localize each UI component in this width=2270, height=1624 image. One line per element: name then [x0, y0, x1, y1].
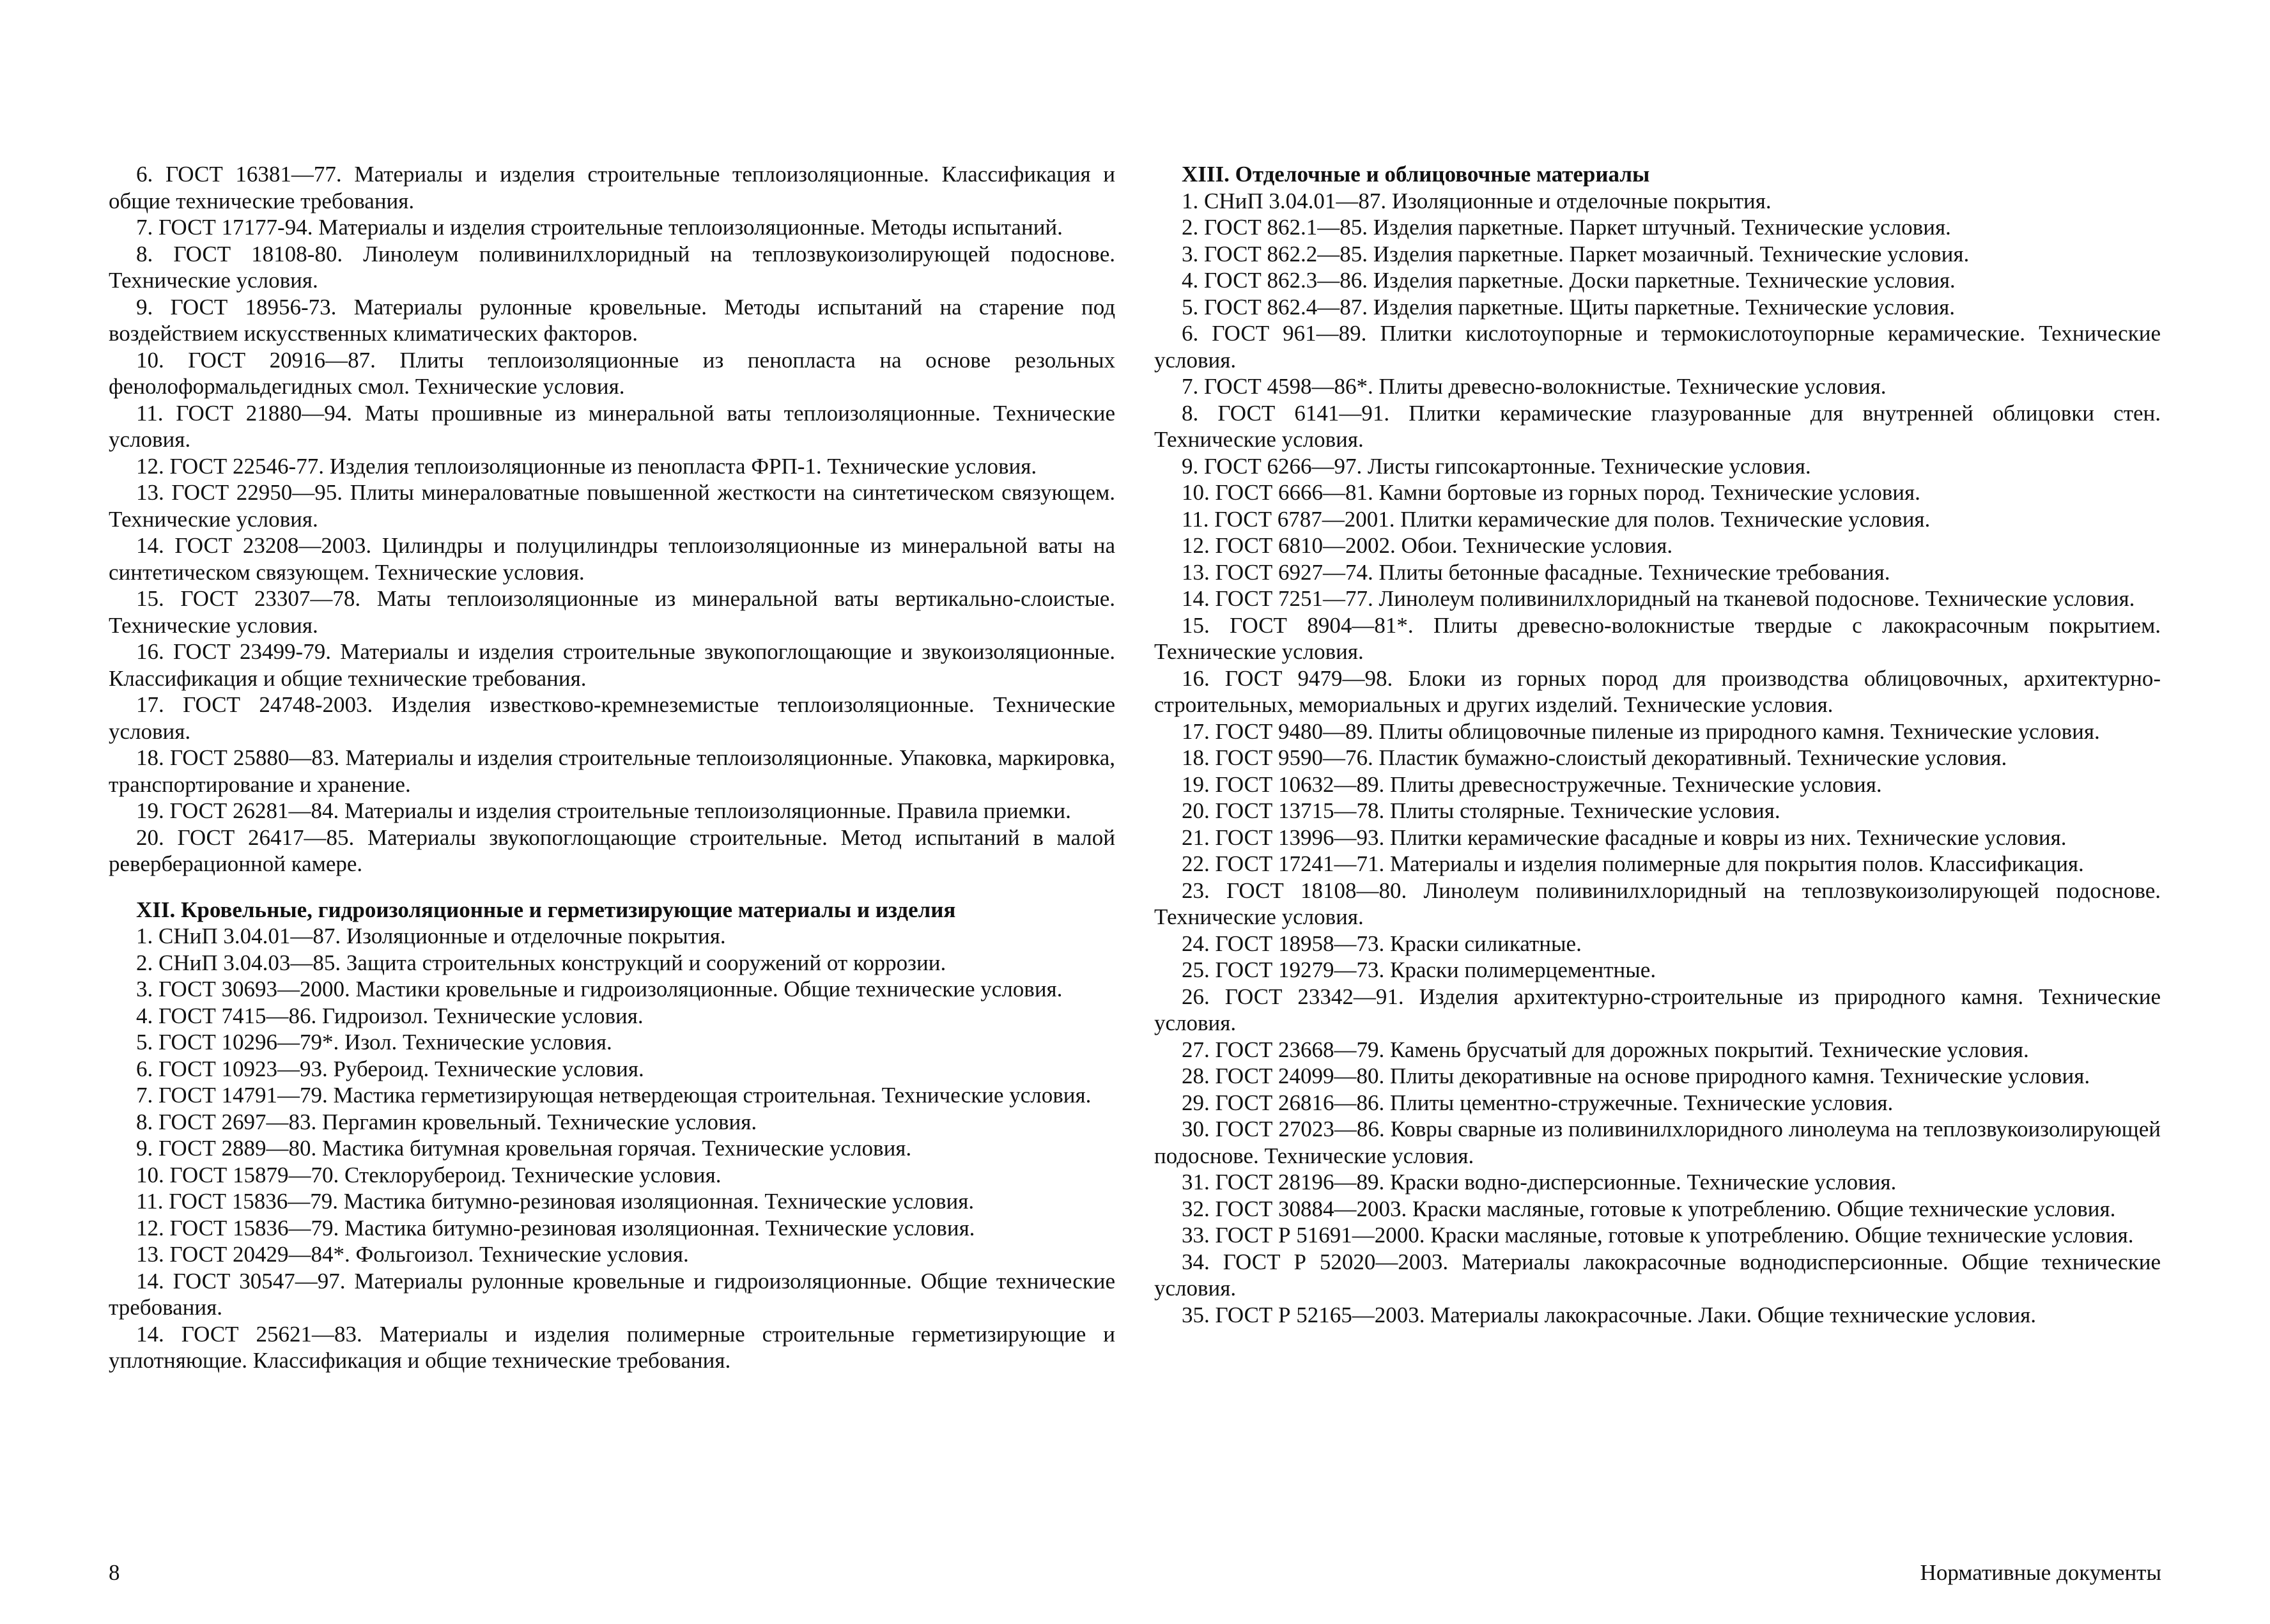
list-item: 4. ГОСТ 862.3—86. Изделия паркетные. Доски паркетные. Технические условия.	[1182, 268, 1956, 293]
list-item: 6. ГОСТ 16381—77. Материалы и изделия строительные теплоизоляционные. Классификация и общие технические требования.	[109, 162, 1115, 213]
right-column	[1154, 161, 2161, 1328]
list-item: 2. СНиП 3.04.03—85. Защита строительных конструкций и сооружений от коррозии.	[136, 950, 946, 975]
list-item: 32. ГОСТ 30884—2003. Краски масляные, готовые к употреблению. Общие технические условия.	[1182, 1196, 2116, 1221]
list-item: 14. ГОСТ 7251—77. Линолеум поливинилхлоридный на тканевой подоснове. Технические условия.	[1182, 586, 2135, 611]
list-item: 20. ГОСТ 13715—78. Плиты столярные. Технические условия.	[1182, 798, 1780, 823]
list-item: 7. ГОСТ 4598—86*. Плиты древесно-волокнистые. Технические условия.	[1182, 374, 1887, 399]
list-item: 1. СНиП 3.04.01—87. Изоляционные и отделочные покрытия.	[136, 924, 726, 948]
list-item: 13. ГОСТ 6927—74. Плиты бетонные фасадные. Технические требования.	[1182, 559, 1890, 585]
list-item: 19. ГОСТ 26281—84. Материалы и изделия строительные теплоизоляционные. Правила приемки.	[136, 798, 1071, 823]
list-item: 8. ГОСТ 18108-80. Линолеум поливинилхлоридный на теплозвукоизолирующей подоснове. Технические условия.	[109, 241, 1115, 293]
list-item: 11. ГОСТ 6787—2001. Плитки керамические для полов. Технические условия.	[1182, 506, 1931, 532]
list-item: 9. ГОСТ 2889—80. Мастика битумная кровельная горячая. Технические условия.	[136, 1136, 912, 1161]
list-item: 16. ГОСТ 23499-79. Материалы и изделия строительные звукопоглощающие и звукоизоляционные. Классификация и общие технические требования.	[109, 639, 1115, 691]
list-item: 9. ГОСТ 18956-73. Материалы рулонные кровельные. Методы испытаний на старение под воздействием искусственных климатических факторов.	[109, 294, 1115, 346]
list-item: 10. ГОСТ 15879—70. Стеклорубероид. Технические условия.	[136, 1162, 722, 1187]
list-item: 27. ГОСТ 23668—79. Камень брусчатый для дорожных покрытий. Технические условия.	[1182, 1037, 2029, 1062]
running-footer-title: Нормативные документы	[1920, 1560, 2161, 1585]
list-item: 35. ГОСТ Р 52165—2003. Материалы лакокрасочные. Лаки. Общие технические условия.	[1182, 1302, 2036, 1327]
list-item: 26. ГОСТ 23342—91. Изделия архитектурно-строительные из природного камня. Технические условия.	[1154, 984, 2161, 1035]
list-item: 12. ГОСТ 15836—79. Мастика битумно-резиновая изоляционная. Технические условия.	[136, 1215, 975, 1241]
list-item: 6. ГОСТ 961—89. Плитки кислотоупорные и термокислотоупорные керамические. Технические условия.	[1154, 321, 2161, 373]
list-item: 14. ГОСТ 23208—2003. Цилиндры и полуцилиндры теплоизоляционные из минеральной ваты на синтетическом связующем. Технические условия.	[109, 533, 1115, 585]
list-item: 14. ГОСТ 25621—83. Материалы и изделия полимерные строительные герметизирующие и уплотняющие. Классификация и общие технические требования.	[109, 1321, 1115, 1373]
left-column	[109, 161, 1115, 1374]
list-item: 34. ГОСТ Р 52020—2003. Материалы лакокрасочные воднодисперсионные. Общие технические условия.	[1154, 1249, 2161, 1301]
list-item: 14. ГОСТ 30547—97. Материалы рулонные кровельные и гидроизоляционные. Общие технические требования.	[109, 1268, 1115, 1320]
list-item: 5. ГОСТ 10296—79*. Изол. Технические условия.	[136, 1030, 612, 1055]
list-item: 3. ГОСТ 862.2—85. Изделия паркетные. Паркет мозаичный. Технические условия.	[1182, 241, 1970, 267]
list-item: 31. ГОСТ 28196—89. Краски водно-дисперсионные. Технические условия.	[1182, 1170, 1897, 1195]
list-item: 23. ГОСТ 18108—80. Линолеум поливинилхлоридный на теплозвукоизолирующей подоснове. Технические условия.	[1154, 878, 2161, 929]
list-item: 21. ГОСТ 13996—93. Плитки керамические фасадные и ковры из них. Технические условия.	[1182, 824, 2067, 850]
list-item: 12. ГОСТ 6810—2002. Обои. Технические условия.	[1182, 533, 1673, 558]
list-item: 2. ГОСТ 862.1—85. Изделия паркетные. Паркет штучный. Технические условия.	[1182, 215, 1951, 240]
list-item: 4. ГОСТ 7415—86. Гидроизол. Технические условия.	[136, 1003, 644, 1028]
list-item: 11. ГОСТ 21880—94. Маты прошивные из минеральной ваты теплоизоляционные. Технические условия.	[109, 400, 1115, 452]
section-xii-heading: XII. Кровельные, гидроизоляционные и герметизирующие материалы и изделия	[136, 897, 956, 922]
list-item: 3. ГОСТ 30693—2000. Мастики кровельные и гидроизоляционные. Общие технические условия.	[136, 977, 1063, 1001]
list-item: 19. ГОСТ 10632—89. Плиты древесностружечные. Технические условия.	[1182, 771, 1882, 797]
list-item: 18. ГОСТ 25880—83. Материалы и изделия строительные теплоизоляционные. Упаковка, маркировка, транспортирование и хранение.	[109, 745, 1115, 797]
list-item: 1. СНиП 3.04.01—87. Изоляционные и отделочные покрытия.	[1182, 188, 1772, 213]
list-item: 13. ГОСТ 22950—95. Плиты минераловатные повышенной жесткости на синтетическом связующем. Технические условия.	[109, 480, 1115, 532]
left-list-continuation	[109, 161, 1115, 878]
list-item: 8. ГОСТ 6141—91. Плитки керамические глазурованные для внутренней облицовки стен. Технические условия.	[1154, 400, 2161, 452]
section-xii-list	[109, 923, 1115, 1374]
list-item: 24. ГОСТ 18958—73. Краски силикатные.	[1182, 931, 1582, 956]
list-item: 29. ГОСТ 26816—86. Плиты цементно-стружечные. Технические условия.	[1182, 1090, 1894, 1115]
page-number: 8	[109, 1560, 120, 1585]
list-item: 30. ГОСТ 27023—86. Ковры сварные из поливинилхлоридного линолеума на теплозвукоизолирующей подоснове. Технические условия.	[1154, 1117, 2161, 1168]
list-item: 10. ГОСТ 20916—87. Плиты теплоизоляционные из пенопласта на основе резольных фенолоформальдегидных смол. Технические условия.	[109, 347, 1115, 399]
list-item: 15. ГОСТ 23307—78. Маты теплоизоляционные из минеральной ваты вертикально-слоистые. Технические условия.	[109, 586, 1115, 638]
list-item: 18. ГОСТ 9590—76. Пластик бумажно-слоистый декоративный. Технические условия.	[1182, 745, 2007, 770]
list-item: 8. ГОСТ 2697—83. Пергамин кровельный. Технические условия.	[136, 1109, 757, 1134]
list-item: 7. ГОСТ 17177-94. Материалы и изделия строительные теплоизоляционные. Методы испытаний.	[136, 215, 1063, 240]
list-item: 12. ГОСТ 22546-77. Изделия теплоизоляционные из пенопласта ФРП-1. Технические условия.	[136, 453, 1037, 479]
list-item: 5. ГОСТ 862.4—87. Изделия паркетные. Щиты паркетные. Технические условия.	[1182, 294, 1956, 320]
list-item: 17. ГОСТ 9480—89. Плиты облицовочные пиленые из природного камня. Технические условия.	[1182, 718, 2100, 744]
list-item: 10. ГОСТ 6666—81. Камни бортовые из горных пород. Технические условия.	[1182, 480, 1920, 505]
list-item: 20. ГОСТ 26417—85. Материалы звукопоглощающие строительные. Метод испытаний в малой реверберационной камере.	[109, 824, 1115, 876]
list-item: 28. ГОСТ 24099—80. Плиты декоративные на основе природного камня. Технические условия.	[1182, 1063, 2090, 1088]
list-item: 22. ГОСТ 17241—71. Материалы и изделия полимерные для покрытия полов. Классификация.	[1182, 851, 2084, 876]
section-xiii-heading: XIII. Отделочные и облицовочные материалы	[1182, 162, 1650, 187]
list-item: 33. ГОСТ Р 51691—2000. Краски масляные, готовые к употреблению. Общие технические условия.	[1182, 1223, 2134, 1248]
list-item: 9. ГОСТ 6266—97. Листы гипсокартонные. Технические условия.	[1182, 453, 1811, 479]
list-item: 6. ГОСТ 10923—93. Рубероид. Технические условия.	[136, 1056, 644, 1081]
list-item: 7. ГОСТ 14791—79. Мастика герметизирующая нетвердеющая строительная. Технические условия.	[136, 1083, 1092, 1108]
list-item: 11. ГОСТ 15836—79. Мастика битумно-резиновая изоляционная. Технические условия.	[136, 1189, 975, 1214]
list-item: 13. ГОСТ 20429—84*. Фольгоизол. Технические условия.	[136, 1242, 689, 1267]
list-item: 17. ГОСТ 24748-2003. Изделия известково-кремнеземистые теплоизоляционные. Технические условия.	[109, 692, 1115, 744]
list-item: 25. ГОСТ 19279—73. Краски полимерцементные.	[1182, 957, 1656, 982]
section-xiii-list	[1154, 188, 2161, 1329]
list-item: 15. ГОСТ 8904—81*. Плиты древесно-волокнистые твердые с лакокрасочным покрытием. Технические условия.	[1154, 612, 2161, 664]
list-item: 16. ГОСТ 9479—98. Блоки из горных пород для производства облицовочных, архитектурно-строительных, мемориальных и других изделий. Технические условия.	[1154, 665, 2161, 717]
